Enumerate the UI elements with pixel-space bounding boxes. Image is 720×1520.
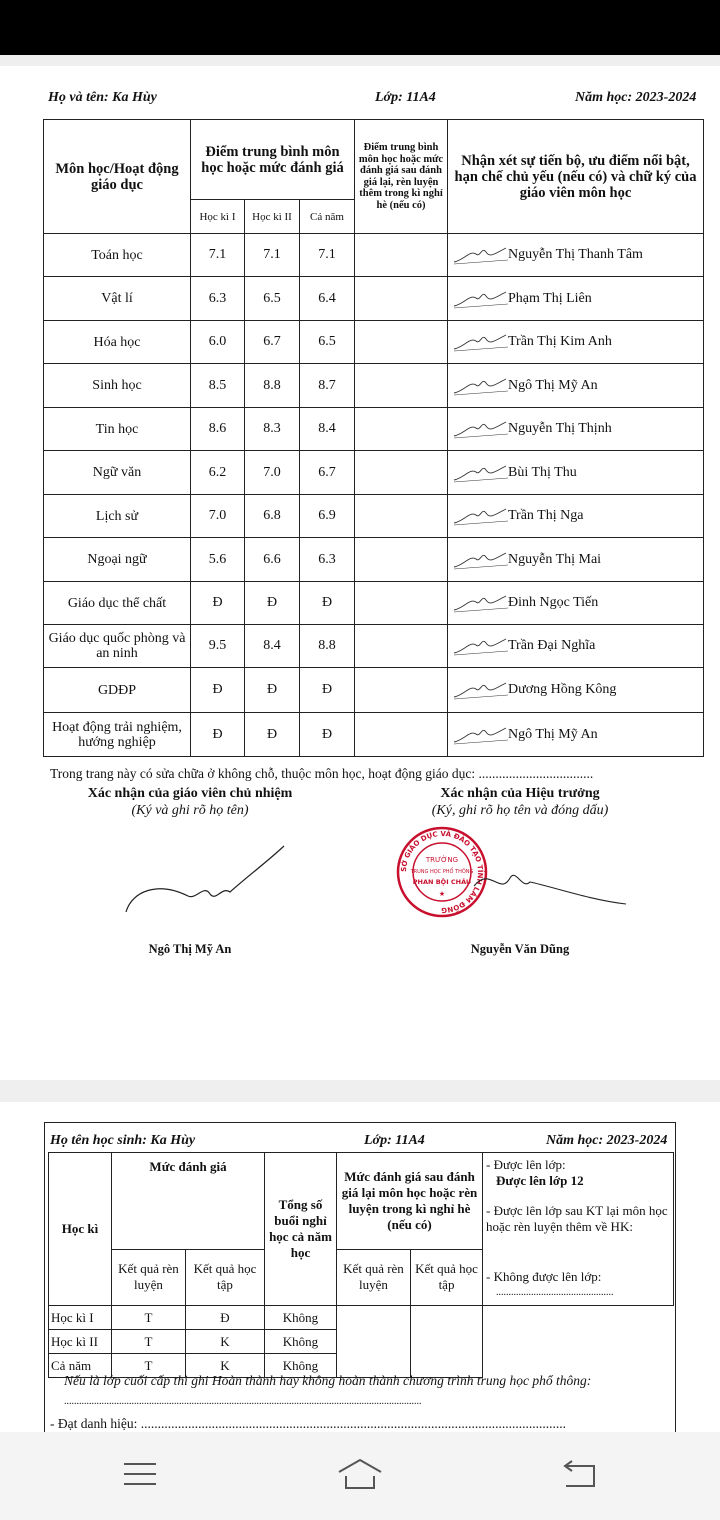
teacher-signature xyxy=(452,416,508,442)
teacher-cell xyxy=(448,495,704,538)
teacher-signature xyxy=(452,633,508,659)
study-cell: Đ xyxy=(186,1306,265,1330)
subject-cell: Lịch sử xyxy=(44,495,191,538)
table-row xyxy=(44,538,704,582)
teacher-signature xyxy=(452,590,508,616)
teacher-signature xyxy=(452,242,508,268)
teacher-name: Nguyễn Thị Thanh Tâm xyxy=(508,247,643,262)
teacher-name: Dương Hồng Kông xyxy=(508,682,617,697)
table-row xyxy=(44,277,704,321)
term-cell: Học kì II xyxy=(49,1330,112,1354)
subject-cell: Hóa học xyxy=(44,321,191,364)
col-score-header: Điểm trung bình môn học hoặc mức đánh giá xyxy=(191,120,355,200)
sub-year: Cả năm xyxy=(300,200,355,234)
col-absent: Tổng số buổi nghỉ học cả năm học xyxy=(265,1153,337,1306)
year-cell: 6.4 xyxy=(300,277,355,321)
hk2-cell: 6.8 xyxy=(245,495,300,538)
table-row xyxy=(44,408,704,451)
hk1-cell: 6.3 xyxy=(191,277,245,321)
term-cell: Cả năm xyxy=(49,1354,112,1378)
retake-cell xyxy=(355,625,448,668)
col-subject-header: Môn học/Hoạt động giáo dục xyxy=(44,120,191,234)
hk2-cell: Đ xyxy=(245,582,300,625)
col-comment-header: Nhận xét sự tiến bộ, ưu điểm nổi bật, hạn chế chủ yếu (nếu có) và chữ ký của giáo viên môn học xyxy=(448,120,704,234)
teacher-signature xyxy=(452,503,508,529)
teacher-signature xyxy=(452,373,508,399)
hk1-cell: 5.6 xyxy=(191,538,245,582)
col-level: Mức đánh giá xyxy=(112,1153,265,1250)
table-row xyxy=(44,321,704,364)
sub-study: Kết quả học tập xyxy=(186,1249,265,1306)
promotion-cell xyxy=(483,1153,674,1306)
retest-study-cell xyxy=(411,1306,483,1378)
homeroom-name: Ngô Thị Mỹ An xyxy=(148,942,232,956)
retake-cell xyxy=(355,408,448,451)
teacher-name: Nguyễn Thị Thịnh xyxy=(508,421,612,436)
hk2-cell: 8.8 xyxy=(245,364,300,408)
not-promote: - Không được lên lớp: xyxy=(486,1269,602,1284)
retake-cell xyxy=(355,321,448,364)
correction-note: Trong trang này có sửa chữa ở không chỗ, thuộc môn học, hoạt động giáo dục: .................................. xyxy=(50,766,594,781)
sub-retest-conduct: Kết quả rèn luyện xyxy=(337,1249,411,1306)
col-retake-header: Điểm trung bình môn học hoặc mức đánh giá sau đánh giá lại, rèn luyện thêm trong kì nghỉ hè (nếu có) xyxy=(355,120,448,234)
teacher-cell xyxy=(448,234,704,277)
final-dots: ............................................................................................................................................... xyxy=(64,1396,422,1407)
subject-cell: Ngoại ngữ xyxy=(44,538,191,582)
year-cell: 8.7 xyxy=(300,364,355,408)
homeroom-title: Xác nhận của giáo viên chủ nhiệm xyxy=(87,786,293,801)
class-label: Lớp: 11A4 xyxy=(375,90,436,105)
col-term: Học kì xyxy=(49,1153,112,1306)
retake-cell xyxy=(355,234,448,277)
back-icon[interactable] xyxy=(560,1456,600,1492)
table-row xyxy=(44,713,704,757)
teacher-name: Trần Đại Nghĩa xyxy=(508,638,596,653)
subject-cell: Giáo dục quốc phòng và an ninh xyxy=(44,625,191,668)
hk2-cell: 6.6 xyxy=(245,538,300,582)
school-year: Năm học: 2023-2024 xyxy=(575,90,697,105)
year-cell: 6.3 xyxy=(300,538,355,582)
term-cell: Học kì I xyxy=(49,1306,112,1330)
report-page-2 xyxy=(0,1102,720,1432)
hk1-cell: Đ xyxy=(191,713,245,757)
stamp-star-icon: ★ xyxy=(438,890,446,898)
retake-cell xyxy=(355,364,448,408)
sub-retest-study: Kết quả học tập xyxy=(411,1249,483,1306)
hk1-cell: 9.5 xyxy=(191,625,245,668)
menu-icon[interactable] xyxy=(122,1456,158,1492)
principal-title: Xác nhận của Hiệu trưởng xyxy=(440,786,600,801)
table-row xyxy=(44,451,704,495)
col-retest: Mức đánh giá sau đánh giá lại môn học hoặc rèn luyện trong kì nghỉ hè (nếu có) xyxy=(337,1153,483,1250)
p2-student: Họ tên học sinh: Ka Hùy xyxy=(50,1133,196,1148)
promote-value: Được lên lớp 12 xyxy=(496,1173,584,1188)
subject-cell: Tin học xyxy=(44,408,191,451)
teacher-cell xyxy=(448,625,704,668)
year-cell: Đ xyxy=(300,582,355,625)
subject-cell: GDĐP xyxy=(44,668,191,713)
teacher-cell xyxy=(448,668,704,713)
hk1-cell: 7.0 xyxy=(191,495,245,538)
award-line: - Đạt danh hiệu: .............................................................................................................................. xyxy=(50,1416,566,1431)
table-row xyxy=(44,668,704,713)
year-cell: 8.4 xyxy=(300,408,355,451)
hk2-cell: Đ xyxy=(245,668,300,713)
teacher-signature xyxy=(452,329,508,355)
table-row xyxy=(44,582,704,625)
stamp-line2: TRUNG HỌC PHỔ THÔNG xyxy=(410,869,474,875)
teacher-cell xyxy=(448,408,704,451)
teacher-cell xyxy=(448,277,704,321)
homeroom-signature xyxy=(118,836,288,916)
p2-year: Năm học: 2023-2024 xyxy=(546,1133,668,1148)
hk2-cell: 7.1 xyxy=(245,234,300,277)
retake-cell xyxy=(355,713,448,757)
teacher-name: Bùi Thị Thu xyxy=(508,464,577,480)
promote-label: - Được lên lớp: xyxy=(486,1157,566,1172)
hk1-cell: 8.6 xyxy=(191,408,245,451)
subject-cell: Giáo dục thể chất xyxy=(44,582,191,625)
teacher-signature xyxy=(452,677,508,703)
homeroom-sub: (Ký và ghi rõ họ tên) xyxy=(131,803,249,818)
student-name: Họ và tên: Ka Hùy xyxy=(48,90,157,105)
retake-cell xyxy=(355,668,448,713)
hk1-cell: 8.5 xyxy=(191,364,245,408)
final-note: Nếu là lớp cuối cấp thì ghi Hoàn thành hay không hoàn thành chương trình trung học phổ thông: xyxy=(64,1373,592,1388)
stamp-ring-text: SỞ GIÁO DỤC VÀ ĐÀO TẠO TỈNH LÂM ĐỒNG xyxy=(399,829,485,915)
hk2-cell: 7.0 xyxy=(245,451,300,495)
retake-cell xyxy=(355,538,448,582)
teacher-name: Trần Thị Kim Anh xyxy=(508,334,612,349)
hk2-cell: 8.4 xyxy=(245,625,300,668)
conduct-cell: T xyxy=(112,1330,186,1354)
principal-name: Nguyễn Văn Dũng xyxy=(470,942,570,956)
promote-after: - Được lên lớp sau KT lại môn học hoặc rèn luyện thêm về HK: xyxy=(486,1203,668,1234)
subject-cell: Vật lí xyxy=(44,277,191,321)
year-cell: Đ xyxy=(300,668,355,713)
hk2-cell: 6.7 xyxy=(245,321,300,364)
status-bar xyxy=(0,0,720,55)
year-cell: 6.7 xyxy=(300,451,355,495)
absent-cell: Không xyxy=(265,1306,337,1330)
teacher-signature xyxy=(452,547,508,573)
not-promote-dots: ............................................... xyxy=(496,1287,614,1298)
conduct-cell: T xyxy=(112,1354,186,1378)
retake-cell xyxy=(355,582,448,625)
sub-hk2: Học kì II xyxy=(245,200,300,234)
teacher-name: Nguyễn Thị Mai xyxy=(508,551,602,567)
hk2-cell: Đ xyxy=(245,713,300,757)
navigation-bar xyxy=(0,1432,720,1520)
teacher-cell xyxy=(448,582,704,625)
teacher-cell xyxy=(448,321,704,364)
retake-cell xyxy=(355,277,448,321)
study-cell: K xyxy=(186,1330,265,1354)
home-icon[interactable] xyxy=(336,1456,384,1492)
hk1-cell: 7.1 xyxy=(191,234,245,277)
conduct-cell: T xyxy=(112,1306,186,1330)
teacher-name: Ngô Thị Mỹ An xyxy=(508,726,598,742)
teacher-name: Trần Thị Nga xyxy=(508,508,584,523)
retake-cell xyxy=(355,495,448,538)
teacher-signature xyxy=(452,286,508,312)
result-table xyxy=(48,1152,674,1378)
teacher-name: Phạm Thị Liên xyxy=(508,290,592,306)
stamp-line3: PHAN BỘI CHÂU xyxy=(412,878,472,886)
sub-conduct: Kết quả rèn luyện xyxy=(112,1249,186,1306)
hk1-cell: Đ xyxy=(191,668,245,713)
table-row xyxy=(44,495,704,538)
hk1-cell: 6.2 xyxy=(191,451,245,495)
teacher-name: Đinh Ngọc Tiến xyxy=(508,595,599,610)
hk1-cell: Đ xyxy=(191,582,245,625)
teacher-cell xyxy=(448,364,704,408)
report-page-1 xyxy=(0,66,720,1080)
teacher-name: Ngô Thị Mỹ An xyxy=(508,377,598,393)
retake-cell xyxy=(355,451,448,495)
principal-signature xyxy=(470,856,630,916)
table-row xyxy=(44,234,704,277)
year-cell: 6.9 xyxy=(300,495,355,538)
table-row xyxy=(44,364,704,408)
absent-cell: Không xyxy=(265,1354,337,1378)
absent-cell: Không xyxy=(265,1330,337,1354)
grades-table xyxy=(43,119,704,757)
teacher-signature xyxy=(452,722,508,748)
subject-cell: Ngữ văn xyxy=(44,451,191,495)
hk2-cell: 8.3 xyxy=(245,408,300,451)
p2-class: Lớp: 11A4 xyxy=(364,1133,425,1148)
subject-cell: Toán học xyxy=(44,234,191,277)
teacher-signature xyxy=(452,460,508,486)
teacher-cell xyxy=(448,538,704,582)
year-cell: Đ xyxy=(300,713,355,757)
table-row xyxy=(49,1306,674,1330)
teacher-cell xyxy=(448,713,704,757)
table-row xyxy=(44,625,704,668)
hk1-cell: 6.0 xyxy=(191,321,245,364)
stamp-line1: TRƯỜNG xyxy=(425,856,459,864)
year-cell: 7.1 xyxy=(300,234,355,277)
retest-conduct-cell xyxy=(337,1306,411,1378)
study-cell: K xyxy=(186,1354,265,1378)
principal-sub: (Ký, ghi rõ họ tên và đóng dấu) xyxy=(431,803,609,818)
teacher-cell xyxy=(448,451,704,495)
year-cell: 6.5 xyxy=(300,321,355,364)
subject-cell: Sinh học xyxy=(44,364,191,408)
hk2-cell: 6.5 xyxy=(245,277,300,321)
subject-cell: Hoạt động trải nghiệm, hướng nghiệp xyxy=(44,713,191,757)
year-cell: 8.8 xyxy=(300,625,355,668)
sub-hk1: Học kì I xyxy=(191,200,245,234)
